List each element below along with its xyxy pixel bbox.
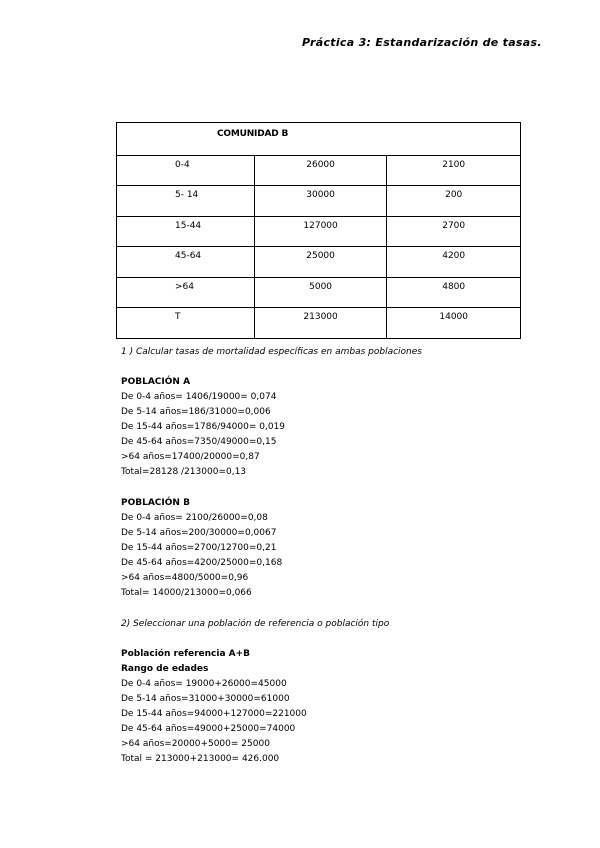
deaths-cell: 2700 bbox=[387, 216, 521, 247]
poblacion-b-line: De 15-44 años=2700/12700=0,21 bbox=[121, 543, 277, 553]
rango-edades-subheading: Rango de edades bbox=[121, 664, 209, 674]
comunidad-b-table bbox=[116, 122, 521, 339]
poblacion-a-line: Total=28128 /213000=0,13 bbox=[121, 467, 247, 477]
referencia-line: Total = 213000+213000= 426.000 bbox=[121, 754, 280, 764]
age-cell: >64 bbox=[117, 277, 255, 308]
age-cell: 5- 14 bbox=[117, 186, 255, 217]
deaths-cell: 4800 bbox=[387, 277, 521, 308]
poblacion-a-line: De 45-64 años=7350/49000=0,15 bbox=[121, 437, 277, 447]
referencia-line: De 5-14 años=31000+30000=61000 bbox=[121, 694, 290, 704]
referencia-line: De 15-44 años=94000+127000=221000 bbox=[121, 709, 307, 719]
age-cell: 15-44 bbox=[117, 216, 255, 247]
poblacion-a-line: De 5-14 años=186/31000=0,006 bbox=[121, 407, 271, 417]
referencia-line: De 0-4 años= 19000+26000=45000 bbox=[121, 679, 287, 689]
population-cell: 127000 bbox=[254, 216, 387, 247]
table-row bbox=[117, 277, 521, 308]
table-row bbox=[117, 186, 521, 217]
table-row bbox=[117, 247, 521, 278]
page-header-title: Práctica 3: Estandarización de tasas. bbox=[302, 36, 542, 49]
deaths-cell: 14000 bbox=[387, 308, 521, 339]
referencia-line: >64 años=20000+5000= 25000 bbox=[121, 739, 270, 749]
question-2: 2) Seleccionar una población de referencia o población tipo bbox=[121, 619, 390, 629]
poblacion-a-heading: POBLACIÓN A bbox=[121, 377, 191, 387]
poblacion-b-line: De 5-14 años=200/30000=0,0067 bbox=[121, 528, 277, 538]
referencia-heading: Población referencia A+B bbox=[121, 649, 251, 659]
table-row bbox=[117, 155, 521, 186]
age-cell: 45-64 bbox=[117, 247, 255, 278]
population-cell: 213000 bbox=[254, 308, 387, 339]
deaths-cell: 4200 bbox=[387, 247, 521, 278]
poblacion-b-line: De 0-4 años= 2100/26000=0,08 bbox=[121, 513, 268, 523]
population-cell: 30000 bbox=[254, 186, 387, 217]
referencia-line: De 45-64 años=49000+25000=74000 bbox=[121, 724, 296, 734]
table-row bbox=[117, 308, 521, 339]
poblacion-a-line: De 0-4 años= 1406/19000= 0,074 bbox=[121, 392, 277, 402]
poblacion-a-line: De 15-44 años=1786/94000= 0,019 bbox=[121, 422, 286, 432]
poblacion-a-line: >64 años=17400/20000=0,87 bbox=[121, 452, 260, 462]
poblacion-b-line: De 45-64 años=4200/25000=0,168 bbox=[121, 558, 283, 568]
age-cell: T bbox=[117, 308, 255, 339]
question-1: 1 ) Calcular tasas de mortalidad específicas en ambas poblaciones bbox=[121, 347, 422, 357]
population-cell: 25000 bbox=[254, 247, 387, 278]
poblacion-b-heading: POBLACIÓN B bbox=[121, 498, 190, 508]
table-row bbox=[117, 216, 521, 247]
age-cell: 0-4 bbox=[117, 155, 255, 186]
poblacion-b-line: >64 años=4800/5000=0,96 bbox=[121, 573, 249, 583]
population-cell: 26000 bbox=[254, 155, 387, 186]
table-title: COMUNIDAD B bbox=[117, 123, 521, 156]
deaths-cell: 2100 bbox=[387, 155, 521, 186]
deaths-cell: 200 bbox=[387, 186, 521, 217]
population-cell: 5000 bbox=[254, 277, 387, 308]
table-header-row bbox=[117, 123, 521, 156]
poblacion-b-line: Total= 14000/213000=0,066 bbox=[121, 588, 252, 598]
